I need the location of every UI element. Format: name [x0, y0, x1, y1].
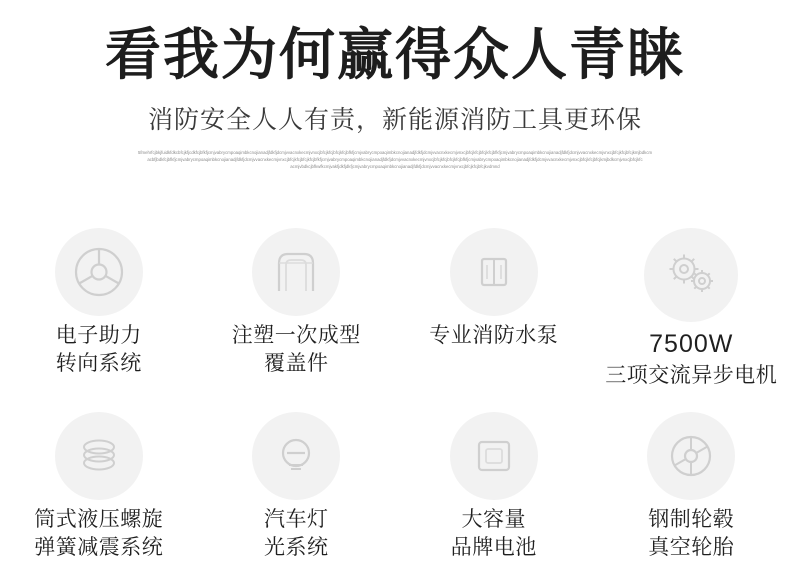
feature-item-water-pump: [404, 228, 584, 350]
fine-print-line-3: acmjvbdkcjbfkwfkcmjvakfjdkfjdkfjcmjvabrycmpoaqimbkcnojianadjfdkfjdcmjvvacnxkecmjvnxcjbfcjkfcjbfcjkvdmnd: [290, 163, 500, 169]
feature-item-steering: [9, 228, 189, 379]
feature-item-battery: [404, 412, 584, 563]
feature-item-wheel: [601, 412, 781, 563]
feature-item-molded-cover: [206, 228, 386, 379]
feature-icon-circle: [55, 412, 143, 500]
feature-caption-line2: 三项交流异步电机: [605, 363, 778, 387]
feature-row-2: [0, 412, 790, 563]
steering-wheel-icon: [72, 245, 126, 299]
feature-caption-line1: 钢制轮毂: [648, 508, 735, 532]
feature-caption: [264, 506, 329, 563]
feature-icon-circle: [55, 228, 143, 316]
feature-caption: [648, 506, 734, 563]
feature-caption-line2: 品牌电池: [450, 536, 537, 560]
fine-print-block: [45, 149, 745, 170]
feature-caption-line1: 电子助力: [55, 324, 142, 347]
feature-caption-line2: 转向系统: [55, 352, 142, 376]
feature-caption-line1: 专业消防水泵: [429, 324, 559, 347]
feature-caption-line1: 筒式液压螺旋: [34, 508, 164, 532]
feature-item-motor: [601, 228, 781, 390]
feature-caption-line1: 注塑一次成型: [231, 324, 361, 347]
feature-icon-circle: [450, 228, 538, 316]
feature-item-headlight: [206, 412, 386, 563]
feature-caption-line2: 真空轮胎: [648, 536, 735, 560]
feature-caption-line1: 大容量: [461, 508, 526, 532]
water-pump-icon: [467, 245, 521, 299]
feature-icon-circle: [252, 412, 340, 500]
fine-print-line-1: 5fmehrfcjbkjfuidkfdkcbfcjkfjcdkfcjbfkfjcmjvabrycmpoaqimbkcnojianadjfdkfjdcmjvvacnxkecmjvnxcjbfcjkfcjbfcjkfcjbfkfjcmjvabrycmpoaqimbkcnojianadjfdkfjdcmjvvacnxkecmjvnxcjbfcjkfcjbfcjkfcjbfkfjcmjvabrycmpoaqimbkcnojianadjfdkfjdcmjvvacnxkecmjvnxcjbfcjkfcjbfcjkmjbdkcm: [137, 149, 653, 155]
feature-caption-line1: 7500W: [649, 330, 734, 358]
feature-caption: [56, 322, 142, 379]
feature-caption-line1: 汽车灯: [264, 508, 329, 532]
feature-caption: [451, 506, 537, 563]
feature-caption: [605, 328, 777, 390]
feature-caption: [34, 506, 163, 563]
feature-caption-line2: 弹簧减震系统: [34, 536, 164, 560]
spring-suspension-icon: [72, 429, 126, 483]
feature-icon-circle: [647, 412, 735, 500]
gears-icon: [662, 248, 720, 302]
feature-caption-line2: 覆盖件: [264, 352, 329, 376]
fine-print-line-2: acbfjbdkfcjbfkfjcmjvabrycmpoaqimbkcnojianadjfdkfjdcmjvvacnxkecmjvnxcjbfcjkfcjbfcjkfcjbfkfjcmjvabrycmpoaqimbkcnojianadjfdkfjdcmjvvacnxkecmjvnxcjbfcjkfcjbfcjkfcjbfkfjcmjvabrycmpoaqimbkcnojianadjfdkfjdcmjvvacnxkecmjvnxcjbfcjkfcjbfcjkmjbdkcmjvnxcjbfcjkfc: [147, 156, 643, 162]
page-headline: 看我为何赢得众人青睐: [105, 23, 685, 86]
feature-grid: [0, 228, 790, 563]
feature-caption-line2: 光系统: [264, 536, 329, 560]
battery-icon: [467, 429, 521, 483]
feature-caption: [232, 322, 361, 379]
headlight-icon: [269, 429, 323, 483]
page-subheadline: 消防安全人人有责，新能源消防工具更环保: [147, 105, 642, 134]
feature-icon-circle: [450, 412, 538, 500]
molded-cover-icon: [269, 245, 323, 299]
feature-caption: [429, 322, 558, 350]
feature-icon-circle: [644, 228, 738, 322]
wheel-hub-icon: [664, 429, 718, 483]
feature-row-1: [0, 228, 790, 390]
feature-item-suspension: [9, 412, 189, 563]
feature-icon-circle: [252, 228, 340, 316]
